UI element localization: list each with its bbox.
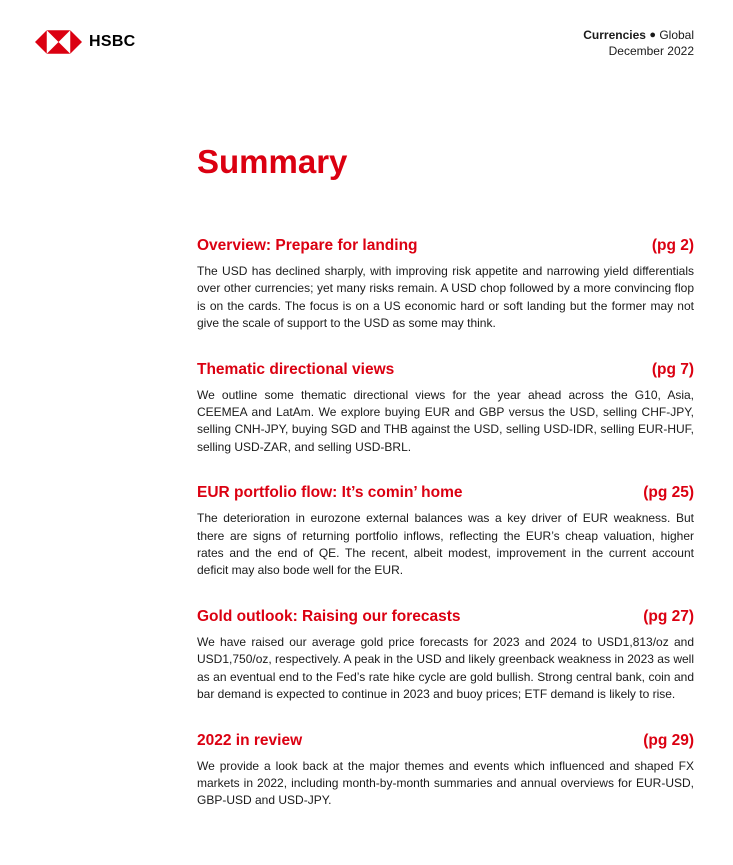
- section-heading-row[interactable]: [197, 732, 694, 750]
- header-meta: [583, 28, 694, 59]
- section-page-ref: (pg 29): [643, 731, 694, 749]
- content-column: [197, 143, 694, 838]
- section-heading-row[interactable]: [197, 608, 694, 626]
- hsbc-logo: [35, 30, 136, 54]
- toc-section-2022-in-review: [197, 732, 694, 810]
- section-heading: 2022 in review: [197, 731, 303, 749]
- section-page-ref: (pg 7): [651, 360, 694, 378]
- page-title: Summary: [197, 143, 348, 180]
- bullet-separator-icon: ●: [649, 29, 656, 41]
- section-body: The USD has declined sharply, with improving risk appetite and narrowing yield differentials over other currencies; yet many risks remain. A USD chop followed by a more convincing flop is on the cards. The focus is on a US economic hard or soft landing but the former may not give the scale of support to the USD as some may think.: [197, 264, 694, 331]
- toc-section-thematic-views: [197, 361, 694, 457]
- section-heading: Gold outlook: Raising our forecasts: [197, 607, 461, 625]
- publication-date: December 2022: [608, 44, 694, 58]
- toc-section-eur-portfolio-flow: [197, 484, 694, 580]
- section-heading: EUR portfolio flow: It’s comin’ home: [197, 484, 463, 502]
- section-page-ref: (pg 27): [643, 607, 694, 625]
- section-page-ref: (pg 2): [651, 237, 694, 254]
- toc-section-overview: [197, 237, 694, 333]
- section-body: We outline some thematic directional views for the year ahead across the G10, Asia, CEEMEA and LatAm. We explore buying EUR and GBP versus the USD, selling CHF-JPY, selling CNH-JPY, buying SGD and THB against the USD, selling USD-IDR, selling EUR-HUF, selling USD-ZAR, and selling USD-BRL.: [197, 387, 694, 454]
- hsbc-hexagon-icon: [35, 30, 82, 54]
- publication-region: Global: [659, 28, 694, 42]
- section-heading: Overview: Prepare for landing: [197, 237, 418, 254]
- section-heading-row[interactable]: [197, 237, 694, 255]
- toc-section-gold-outlook: [197, 608, 694, 704]
- section-page-ref: (pg 25): [643, 484, 694, 502]
- section-body: The deterioration in eurozone external balances was a key driver of EUR weakness. But there are signs of returning portfolio inflows, reflecting the EUR’s cheap valuation, higher rates and the end of QE. The recent, albeit modest, improvement in the current account deficit may also bode well for the EUR.: [197, 511, 694, 578]
- hsbc-wordmark: HSBC: [89, 33, 136, 50]
- publication-line: [583, 28, 694, 44]
- section-body: We provide a look back at the major themes and events which influenced and shaped FX markets in 2022, including month-by-month summaries and annual overviews for EUR-USD, GBP-USD and USD-JPY.: [197, 758, 694, 808]
- section-heading-row[interactable]: [197, 361, 694, 379]
- section-heading-row[interactable]: [197, 484, 694, 502]
- publication-category: Currencies: [583, 28, 646, 42]
- section-body: We have raised our average gold price forecasts for 2023 and 2024 to USD1,813/oz and USD1,750/oz, respectively. A peak in the USD and likely greenback weakness in 2023 as well as an eventual end to the Fed’s rate hike cycle are gold bullish. Strong central bank, coin and bar demand is expected to continue in 2023 and buoy prices; ETF demand is likely to rise.: [197, 634, 694, 702]
- section-heading: Thematic directional views: [197, 360, 395, 378]
